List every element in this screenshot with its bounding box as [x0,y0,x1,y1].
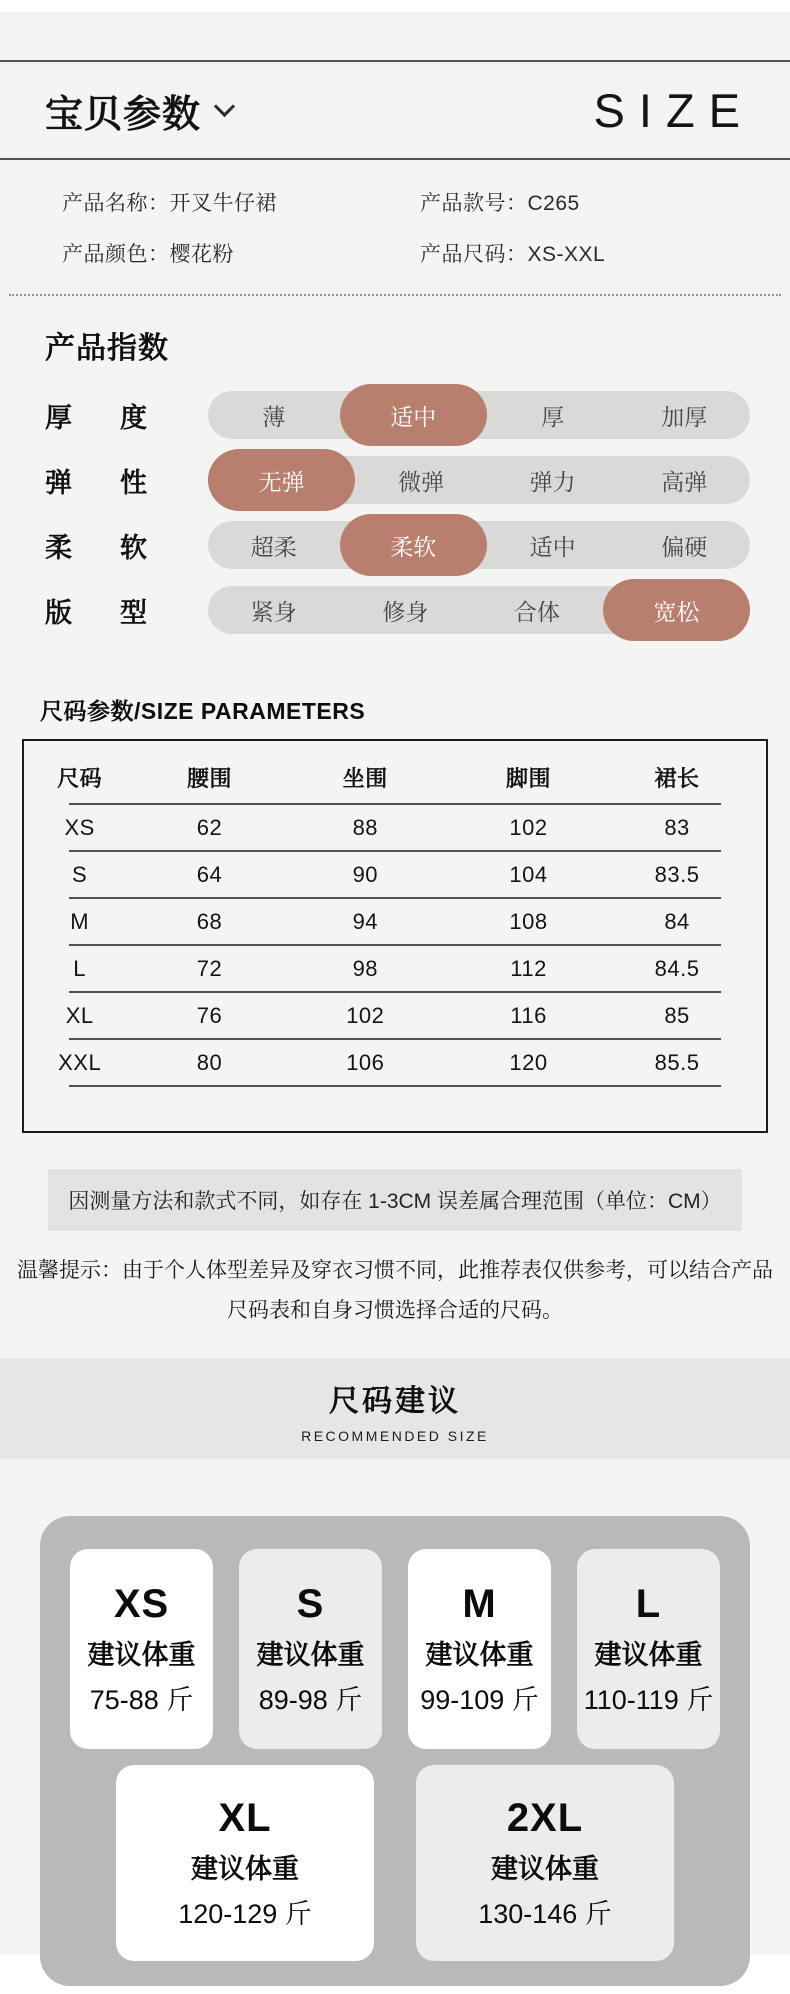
size-heading: SIZE [593,83,754,137]
card-size: XS [113,1581,170,1626]
col-header-waist: 腰围 [186,765,232,791]
top-spacer [0,12,790,60]
cell: 80 [196,1049,223,1075]
table-divider [69,1085,721,1087]
product-info [0,160,790,294]
card-size: L [635,1581,662,1626]
col-header-length: 裙长 [654,765,700,791]
table-row [24,899,766,944]
cell: 85 [664,1002,690,1028]
size-cards-row-2 [70,1765,720,1961]
cell: 90 [352,861,379,887]
option-pill[interactable]: 宽松 [603,579,750,641]
reminder-tip-line2: 尺码表和自身习惯选择合适的尺码。 [227,1299,563,1322]
product-model-value: C265 [527,192,580,215]
cell: L [73,955,87,981]
product-model-label: 产品款号： [420,192,528,215]
card-size: XL [218,1795,272,1840]
size-table [22,739,768,1133]
card-size: 2XL [506,1795,584,1840]
cell: 98 [352,955,379,981]
cell: 112 [510,955,547,981]
card-weight-range: 120-129 斤 [178,1898,312,1929]
product-name-row [62,187,420,217]
card-weight-label: 建议体重 [425,1639,534,1670]
product-color-label: 产品颜色： [62,243,170,266]
dotted-divider [9,294,781,296]
size-card-2xl [416,1765,674,1961]
recommended-size-band [0,1358,790,1459]
cell: M [70,908,90,934]
size-card-xl [116,1765,374,1961]
index-row-label: 版 型 [45,597,147,628]
cell: 108 [509,908,548,934]
col-header-hip: 坐围 [342,765,388,791]
size-cards-container [40,1516,750,1986]
option-pill[interactable]: 弹力 [529,468,576,495]
cell: XXL [58,1049,102,1075]
option-track [208,586,750,634]
card-weight-range: 75-88 斤 [89,1684,194,1715]
product-color-value: 樱花粉 [169,243,234,266]
card-size: S [296,1581,325,1626]
option-pill[interactable]: 柔软 [340,514,487,576]
table-divider [69,1038,721,1040]
index-row-label: 弹 性 [45,467,147,498]
index-row-label: 柔 软 [45,532,147,563]
product-size-range-value: XS-XXL [527,243,606,266]
table-row [24,1040,766,1085]
section-header [0,60,790,160]
size-cards-row-1 [70,1549,720,1749]
col-header-size: 尺码 [57,765,103,791]
cell: 72 [196,955,223,981]
cell: 64 [196,861,223,887]
index-row-softness [45,521,750,569]
index-row-thickness [45,391,750,439]
product-name-value: 开叉牛仔裙 [169,192,277,215]
col-header-hem: 脚围 [506,765,552,791]
option-pill[interactable]: 高弹 [661,468,708,495]
product-params-page [0,12,790,1955]
cell: 68 [196,908,223,934]
cell: XL [65,1002,94,1028]
card-weight-range: 130-146 斤 [478,1898,612,1929]
option-pill[interactable]: 适中 [340,384,487,446]
option-pill[interactable]: 无弹 [208,449,355,511]
card-size: M [462,1581,497,1626]
product-index-title: 产品指数 [45,332,169,365]
option-pill[interactable]: 薄 [262,403,286,430]
product-model-row [420,187,790,217]
card-weight-label: 建议体重 [191,1853,299,1884]
option-pill[interactable]: 超柔 [250,533,297,560]
cell: 94 [352,908,379,934]
card-weight-label: 建议体重 [87,1639,196,1670]
product-index-section [0,323,790,634]
section-header-left[interactable] [45,83,232,138]
index-row-label: 厚 度 [45,402,147,433]
reminder-tip [0,1251,790,1331]
cell: 102 [346,1002,385,1028]
index-row-fit [45,586,750,634]
cell: 76 [196,1002,223,1028]
cell: 85.5 [654,1049,700,1075]
size-card-m [408,1549,551,1749]
cell: 106 [346,1049,385,1075]
cell: 102 [509,814,548,840]
table-divider [69,803,721,805]
table-divider [69,944,721,946]
size-card-l [577,1549,720,1749]
tolerance-note: 因测量方法和款式不同，如存在 1-3CM 误差属合理范围（单位：CM） [48,1169,742,1231]
product-name-label: 产品名称： [62,192,170,215]
option-pill[interactable]: 修身 [382,598,429,625]
page-title: 宝贝参数 [45,93,202,136]
reminder-tip-line1: 温馨提示：由于个人体型差异及穿衣习惯不同，此推荐表仅供参考，可以结合产品 [17,1259,773,1282]
size-card-xs [70,1549,213,1749]
table-divider [69,850,721,852]
cell: S [72,861,88,887]
cell: 120 [509,1049,548,1075]
card-weight-range: 110-119 斤 [583,1684,714,1715]
index-row-elasticity [45,456,750,504]
option-pill[interactable]: 微弹 [398,468,445,495]
recommended-size-subtitle: RECOMMENDED SIZE [301,1428,489,1444]
option-pill[interactable]: 适中 [529,533,576,560]
option-pill[interactable]: 偏硬 [661,533,708,560]
product-color-row [62,238,420,268]
cell: 84 [664,908,690,934]
table-divider [69,897,721,899]
table-row [24,805,766,850]
size-card-s [239,1549,382,1749]
cell: XS [64,814,95,840]
card-weight-range: 89-98 斤 [258,1684,363,1715]
option-pill[interactable]: 合体 [513,598,560,625]
option-pill[interactable]: 厚 [541,403,565,430]
size-table-header [24,751,766,803]
card-weight-label: 建议体重 [256,1639,365,1670]
recommended-size-title: 尺码建议 [329,1385,461,1418]
cell: 116 [510,1002,547,1028]
table-row [24,946,766,991]
card-weight-range: 99-109 斤 [420,1684,539,1715]
cell: 62 [196,814,223,840]
option-track [208,456,750,504]
cell: 84.5 [654,955,700,981]
cell: 88 [352,814,379,840]
cell: 83.5 [654,861,700,887]
option-pill[interactable]: 紧身 [250,598,297,625]
product-size-range-label: 产品尺码： [420,243,528,266]
cell: 83 [664,814,690,840]
table-row [24,852,766,897]
option-pill[interactable]: 加厚 [661,403,708,430]
size-table-title: 尺码参数/SIZE PARAMETERS [40,698,366,724]
table-divider [69,991,721,993]
chevron-down-icon[interactable] [214,95,235,116]
product-size-range-row [420,238,790,268]
card-weight-label: 建议体重 [491,1853,599,1884]
cell: 104 [509,861,548,887]
card-weight-label: 建议体重 [594,1639,703,1670]
option-track [208,521,750,569]
option-track [208,391,750,439]
table-row [24,993,766,1038]
